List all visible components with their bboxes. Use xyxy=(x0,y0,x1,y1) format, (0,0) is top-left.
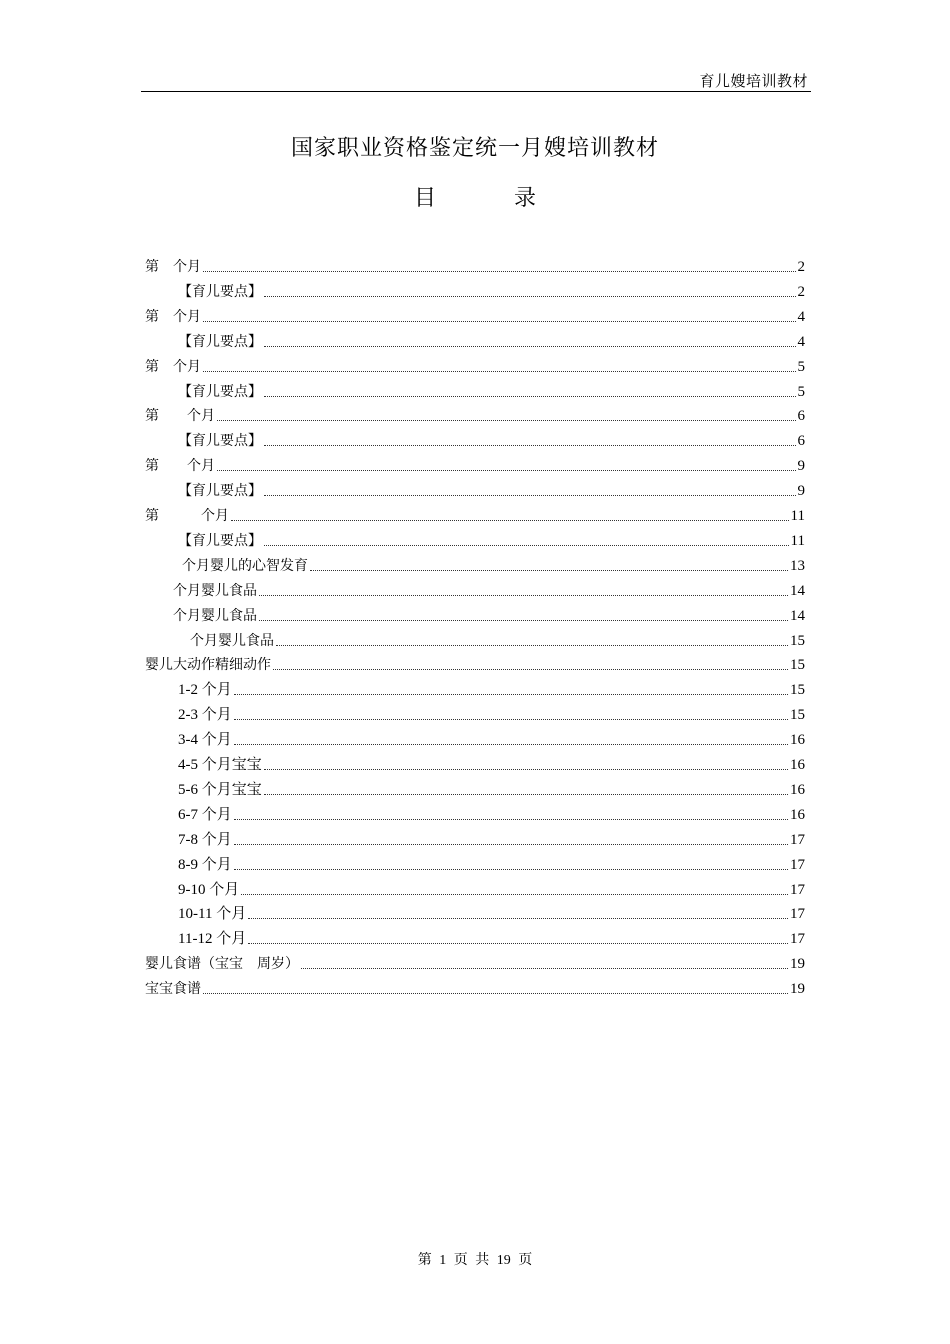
toc-entry-page-number: 4 xyxy=(797,333,805,350)
toc-entry-title: 个月婴儿食品 xyxy=(173,607,257,624)
toc-entry-page-number: 14 xyxy=(790,582,805,599)
toc-entry-page-number: 5 xyxy=(797,383,805,400)
toc-entry-page-number: 14 xyxy=(790,607,805,624)
toc-entry[interactable] xyxy=(173,602,805,626)
toc-entry-page-number: 11 xyxy=(790,508,805,524)
header-rule xyxy=(141,91,811,92)
toc-entry-title: 第 个月 xyxy=(145,408,215,425)
toc-entry-title: 婴儿食谱（宝宝 周岁） xyxy=(145,956,299,973)
toc-entry-page-number: 9 xyxy=(797,458,805,475)
toc-entry-title: 11-12 个月 xyxy=(178,931,247,948)
toc-entry-page-number: 16 xyxy=(790,781,805,798)
toc-entry[interactable] xyxy=(178,776,805,800)
toc-entry[interactable] xyxy=(145,975,805,999)
toc-entry-title: 第 个月 xyxy=(145,508,229,524)
toc-leader-dots xyxy=(264,495,796,496)
toc-entry[interactable] xyxy=(182,552,805,576)
toc-entry[interactable] xyxy=(178,876,805,900)
toc-leader-dots xyxy=(248,943,788,944)
toc-entry[interactable] xyxy=(178,726,805,750)
toc-entry-page-number: 17 xyxy=(790,856,805,873)
toc-leader-dots xyxy=(264,445,796,446)
toc-leader-dots xyxy=(217,470,796,471)
toc-entry-title: 【育儿要点】 xyxy=(178,283,262,300)
toc-leader-dots xyxy=(217,420,796,421)
toc-entry[interactable] xyxy=(178,701,805,725)
toc-entry[interactable] xyxy=(145,353,805,377)
toc-entry-page-number: 2 xyxy=(797,259,805,275)
toc-entry-page-number: 15 xyxy=(790,707,805,724)
toc-entry[interactable] xyxy=(145,452,805,476)
toc-entry-title: 【育儿要点】 xyxy=(178,483,262,500)
toc-entry-title: 【育儿要点】 xyxy=(178,532,262,549)
toc-entry[interactable] xyxy=(178,477,805,501)
toc-entry-title: 7-8 个月 xyxy=(178,831,232,848)
toc-entry-title: 婴儿大动作精细动作 xyxy=(145,657,271,674)
toc-leader-dots xyxy=(264,794,788,795)
toc-entry-page-number: 4 xyxy=(797,308,805,325)
toc-entry[interactable] xyxy=(145,502,805,526)
toc-leader-dots xyxy=(264,396,796,397)
toc-entry[interactable] xyxy=(145,402,805,426)
toc-entry-page-number: 17 xyxy=(790,931,805,948)
toc-entry-page-number: 15 xyxy=(790,657,805,674)
toc-entry-title: 【育儿要点】 xyxy=(178,383,262,400)
toc-entry[interactable] xyxy=(178,801,805,825)
toc-entry-title: 3-4 个月 xyxy=(178,732,232,749)
toc-leader-dots xyxy=(273,669,788,670)
toc-leader-dots xyxy=(234,844,788,845)
toc-entry-title: 10-11 个月 xyxy=(178,906,247,923)
toc-entry-page-number: 17 xyxy=(790,906,805,923)
toc-entry-title: 4-5 个月宝宝 xyxy=(178,757,262,773)
toc-entry[interactable] xyxy=(145,651,805,675)
toc-entry[interactable] xyxy=(178,378,805,402)
toc-leader-dots xyxy=(234,819,788,820)
toc-entry-title: 5-6 个月宝宝 xyxy=(178,781,262,798)
toc-leader-dots xyxy=(264,296,796,297)
toc-leader-dots xyxy=(259,620,788,621)
toc-leader-dots xyxy=(234,694,788,695)
toc-entry[interactable] xyxy=(178,925,805,949)
toc-entry-page-number: 15 xyxy=(790,632,805,649)
toc-heading: 目 录 xyxy=(413,186,564,211)
toc-leader-dots xyxy=(203,371,796,372)
toc-leader-dots xyxy=(276,645,788,646)
toc-entry-title: 1-2 个月 xyxy=(178,682,232,699)
toc-entry-title: 9-10 个月 xyxy=(178,881,240,898)
toc-entry-page-number: 9 xyxy=(797,483,805,500)
toc-entry-page-number: 11 xyxy=(790,532,805,549)
toc-leader-dots xyxy=(310,570,788,571)
toc-entry-page-number: 5 xyxy=(797,358,805,375)
document-title: 国家职业资格鉴定统一月嫂培训教材 xyxy=(290,136,659,161)
toc-entry[interactable] xyxy=(178,676,805,700)
toc-leader-dots xyxy=(259,595,788,596)
toc-entry-page-number: 19 xyxy=(790,981,805,998)
toc-entry-title: 8-9 个月 xyxy=(178,856,232,873)
toc-entry-page-number: 16 xyxy=(790,732,805,749)
toc-entry-page-number: 19 xyxy=(790,956,805,973)
toc-leader-dots xyxy=(203,271,796,272)
toc-leader-dots xyxy=(301,968,788,969)
toc-entry[interactable] xyxy=(145,303,805,327)
toc-entry-page-number: 13 xyxy=(790,557,805,574)
toc-leader-dots xyxy=(203,993,788,994)
toc-entry[interactable] xyxy=(178,826,805,850)
toc-leader-dots xyxy=(203,321,796,322)
toc-entry-page-number: 2 xyxy=(797,283,805,300)
toc-entry-title: 第 个月 xyxy=(145,358,201,375)
toc-leader-dots xyxy=(234,719,788,720)
toc-entry-page-number: 17 xyxy=(790,881,805,898)
toc-entry[interactable] xyxy=(190,627,805,651)
toc-entry[interactable] xyxy=(145,253,805,277)
toc-entry-page-number: 16 xyxy=(790,806,805,823)
toc-entry[interactable] xyxy=(178,427,805,451)
toc-entry[interactable] xyxy=(178,527,805,551)
toc-entry[interactable] xyxy=(178,328,805,352)
toc-entry[interactable] xyxy=(178,278,805,302)
toc-leader-dots xyxy=(264,769,788,770)
toc-entry-title: 【育儿要点】 xyxy=(178,333,262,350)
toc-entry-title: 2-3 个月 xyxy=(178,707,232,724)
toc-leader-dots xyxy=(241,894,788,895)
toc-entry-title: 【育儿要点】 xyxy=(178,433,262,450)
toc-entry[interactable] xyxy=(178,751,805,775)
toc-entry-title: 6-7 个月 xyxy=(178,806,232,823)
toc-entry-page-number: 6 xyxy=(797,433,805,450)
toc-entry-page-number: 6 xyxy=(797,408,805,425)
toc-entry-page-number: 15 xyxy=(790,682,805,699)
toc-entry-title: 第 个月 xyxy=(145,308,201,325)
toc-entry-title: 个月婴儿食品 xyxy=(173,582,257,599)
toc-entry-page-number: 17 xyxy=(790,831,805,848)
toc-leader-dots xyxy=(234,744,788,745)
toc-entry[interactable] xyxy=(173,577,805,601)
toc-leader-dots xyxy=(264,545,789,546)
toc-leader-dots xyxy=(248,918,788,919)
toc-entry[interactable] xyxy=(178,851,805,875)
toc-leader-dots xyxy=(231,520,789,521)
toc-entry-page-number: 16 xyxy=(790,757,805,773)
toc-entry[interactable] xyxy=(178,900,805,924)
toc-entry-title: 第 个月 xyxy=(145,458,215,475)
toc-entry-title: 个月婴儿的心智发育 xyxy=(182,557,308,574)
page-header-title: 育儿嫂培训教材 xyxy=(699,72,808,90)
toc-entry-title: 第 个月 xyxy=(145,259,201,275)
page-footer: 第 1 页 共 19 页 xyxy=(417,1253,533,1268)
toc-entry-title: 个月婴儿食品 xyxy=(190,632,274,649)
toc-leader-dots xyxy=(264,346,796,347)
toc-leader-dots xyxy=(234,869,788,870)
toc-entry[interactable] xyxy=(145,950,805,974)
toc-entry-title: 宝宝食谱 xyxy=(145,981,201,998)
